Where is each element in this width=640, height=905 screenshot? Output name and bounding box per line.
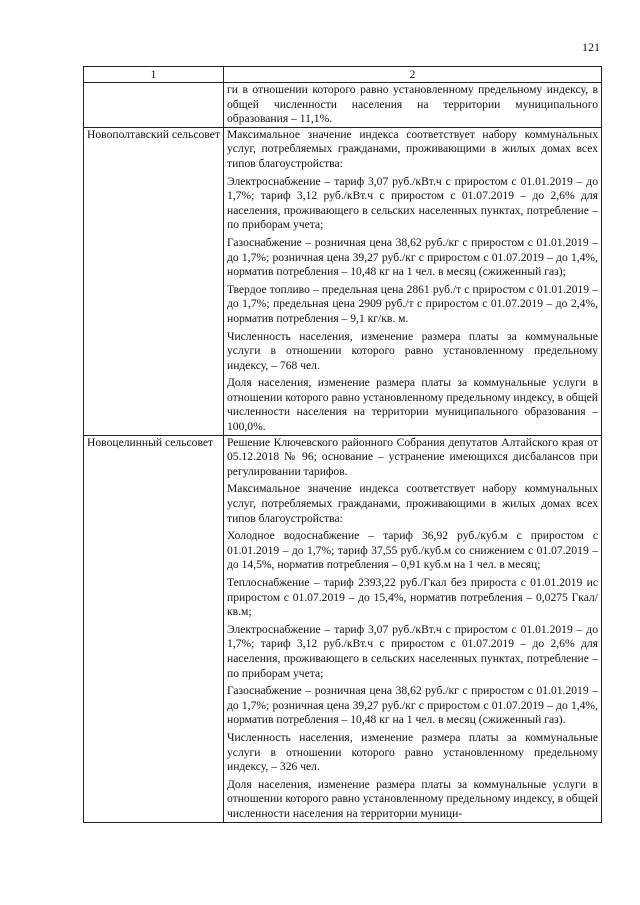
description-cell [224,83,602,128]
description-paragraph: Теплоснабжение – тариф 2393,22 руб./Гкал без прироста с 01.01.2019 ис приростом с 01.07.2019 – до 15,4%, норматив потребления – 0,0275 Гкал/кв.м; [227,576,598,619]
municipality-name: Новоцелинный сельсовет [84,435,224,822]
municipality-name: Новополтавский сельсовет [84,127,224,435]
municipality-name [84,83,224,128]
description-paragraph: Газоснабжение – розничная цена 38,62 руб./кг с приростом с 01.01.2019 – до 1,7%; розничная цена 39,27 руб./кг с приростом с 01.07.2019 – до 1,4%, норматив потребления – 10,48 кг на 1 чел. в месяц (сжиженный газ); [227,235,598,279]
table-row [84,435,602,822]
column-header-1: 1 [84,67,224,83]
description-cell [224,435,602,822]
description-paragraph: Холодное водоснабжение – тариф 36,92 руб./куб.м с приростом с 01.01.2019 – до 1,7%; тариф 37,55 руб./куб.м со снижением с 01.07.2019 – до 14,5%, норматив потребления – 0,91 куб.м на 1 чел. в месяц; [227,529,598,572]
description-paragraph: Электроснабжение – тариф 3,07 руб./кВт.ч с приростом с 01.01.2019 – до 1,7%; тариф 3,12 руб./кВт.ч с приростом с 01.07.2019 – до 2,6% для населения, проживающего в сельских населенных пунктах, потребление – по приборам учета; [227,622,598,680]
table-row [84,83,602,128]
document-table [83,66,602,823]
description-paragraph: Электроснабжение – тариф 3,07 руб./кВт.ч с приростом с 01.01.2019 – до 1,7%; тариф 3,12 руб./кВт.ч с приростом с 01.07.2019 – до 2,6% для населения, проживающего в сельских населенных пунктах, потребление – по приборам учета; [227,174,598,232]
table-row [84,127,602,435]
description-paragraph: Твердое топливо – предельная цена 2861 руб./т с приростом с 01.01.2019 – до 1,7%; предельная цена 2909 руб./т с приростом с 01.07.2019 – до 2,4%, норматив потребления – 9,1 кг/кв. м. [227,282,598,325]
description-paragraph: Максимальное значение индекса соответствует набору коммунальных услуг, потребляемых гражданами, проживающими в жилых домах всех типов благоустройства: [227,482,598,525]
page-number: 121 [582,40,600,54]
table-header-row [84,67,602,83]
column-header-2: 2 [224,67,602,83]
description-cell [224,127,602,435]
description-paragraph: ги в отношении которого равно установленному предельному индексу, в общей численности населения на территории муниципального образования – 11,1%. [227,83,598,126]
description-paragraph: Решение Ключевского районного Собрания депутатов Алтайского края от 05.12.2018 № 96; основание – устранение имеющихся дисбалансов при регулировании тарифов. [227,435,598,478]
description-paragraph: Численность населения, изменение размера платы за коммунальные услуги в отношении которого равно установленному предельному индексу, – 768 чел. [227,329,598,372]
description-paragraph: Газоснабжение – розничная цена 38,62 руб./кг с приростом с 01.01.2019 – до 1,7%; розничная цена 39,27 руб./кг с приростом с 01.07.2019 – до 1,4%, норматив потребления – 10,48 кг на 1 чел. в месяц (сжиженный газ). [227,684,598,727]
description-paragraph: Максимальное значение индекса соответствует набору коммунальных услуг, потребляемых гражданами, проживающими в жилых домах всех типов благоустройства: [227,127,598,170]
description-paragraph: Доля населения, изменение размера платы за коммунальные услуги в отношении которого равно установленному предельному индексу, в общей численности населения на территории муниципального образования – 100,0%. [227,376,598,434]
description-paragraph: Численность населения, изменение размера платы за коммунальные услуги в отношении которого равно установленному предельному индексу, – 326 чел. [227,730,598,774]
description-paragraph: Доля населения, изменение размера платы за коммунальные услуги в отношении которого равно установленному предельному индексу, в общей численности населения на территории муници- [227,777,598,820]
